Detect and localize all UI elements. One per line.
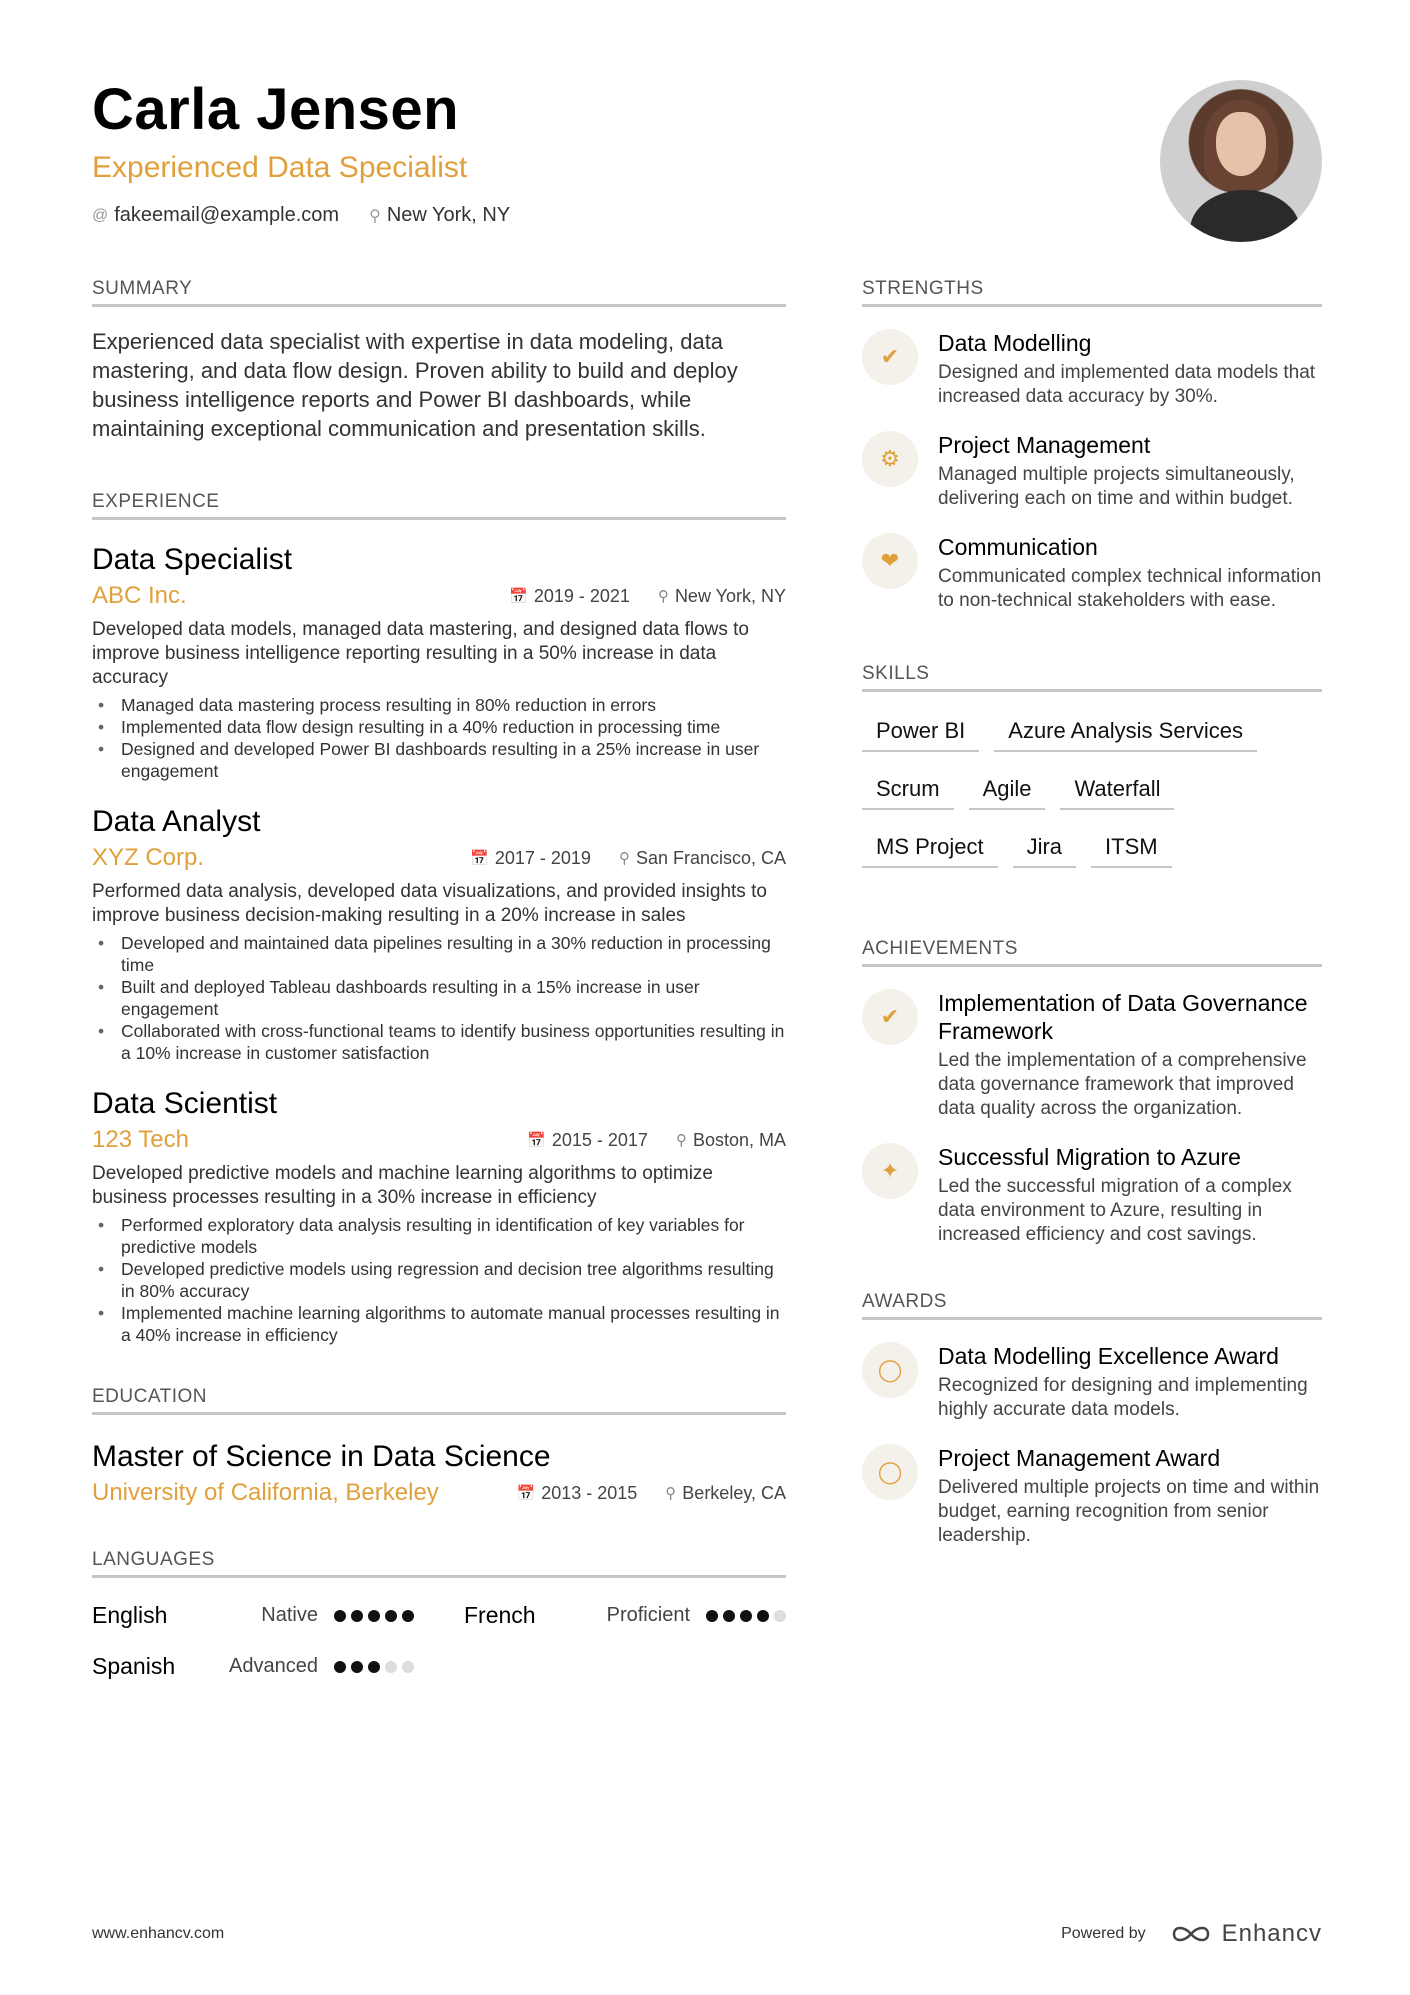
languages-heading: LANGUAGES <box>92 1549 786 1578</box>
right-column <box>862 278 1322 1548</box>
award-list <box>862 1342 1322 1548</box>
job-bullet: • Collaborated with cross-functional teams to identify business opportunities resulting in a 10% increase in customer satisfaction <box>92 1020 786 1064</box>
skill-tag: Power BI <box>862 714 979 752</box>
footer <box>92 1920 1322 1948</box>
proficiency-dot <box>402 1610 414 1622</box>
job-dates: 2017 - 2019 <box>494 847 591 868</box>
email-text: fakeemail@example.com <box>114 204 340 226</box>
language-name: French <box>464 1602 536 1628</box>
job-row <box>92 844 786 872</box>
education-meta <box>517 1483 786 1504</box>
contact-row <box>92 204 1322 227</box>
candidate-name: Carla Jensen <box>92 77 460 142</box>
awards-heading: AWARDS <box>862 1291 1322 1320</box>
proficiency-dot <box>334 1610 346 1622</box>
skill-list <box>862 714 1322 868</box>
education-row <box>92 1479 786 1507</box>
proficiency-dot <box>351 1661 363 1673</box>
left-column <box>92 278 786 1680</box>
proficiency-dot <box>757 1610 769 1622</box>
item-title: Implementation of Data Governance Framework <box>938 990 1308 1044</box>
job-meta <box>509 586 786 607</box>
calendar-icon: 📅 <box>470 850 489 867</box>
proficiency-dot <box>351 1610 363 1622</box>
education-dates: 2013 - 2015 <box>541 1482 638 1503</box>
job-meta <box>470 848 786 869</box>
job-bullet: • Performed exploratory data analysis resulting in identification of key variables for predictive models <box>92 1214 786 1258</box>
achievements-item <box>862 989 1322 1121</box>
proficiency-dot <box>385 1610 397 1622</box>
proficiency-dot <box>385 1661 397 1673</box>
job-bullets <box>92 1214 786 1346</box>
skill-tag: Azure Analysis Services <box>994 714 1257 752</box>
job-location: Boston, MA <box>692 1129 786 1150</box>
brand-name: Enhancv <box>1221 1920 1322 1947</box>
strengths-item <box>862 329 1322 409</box>
location-text: New York, NY <box>386 204 511 226</box>
job-bullet: • Built and deployed Tableau dashboards resulting in a 15% increase in user engagement <box>92 976 786 1020</box>
language-item <box>92 1602 414 1629</box>
job-bullets <box>92 932 786 1064</box>
job-row <box>92 582 786 610</box>
skill-tag: Waterfall <box>1060 772 1174 810</box>
proficiency-dot <box>402 1661 414 1673</box>
awards-item <box>862 1444 1322 1548</box>
job-dates: 2019 - 2021 <box>533 585 630 606</box>
skill-tag: Scrum <box>862 772 954 810</box>
achievements-heading: ACHIEVEMENTS <box>862 938 1322 967</box>
skill-tag: Agile <box>969 772 1046 810</box>
awards-item <box>862 1342 1322 1422</box>
job-description: Developed data models, managed data mastering, and designed data flows to improve business intelligence reporting resulting in a 50% increase in data accuracy <box>92 619 749 688</box>
job-bullet: • Designed and developed Power BI dashboards resulting in a 25% increase in user engagement <box>92 738 786 782</box>
job-list <box>92 542 786 1346</box>
proficiency-dots <box>334 1661 414 1673</box>
skill-tag: Jira <box>1013 830 1076 868</box>
job-bullet: • Developed and maintained data pipelines resulting in a 30% reduction in processing time <box>92 932 786 976</box>
candidate-title: Experienced Data Specialist <box>92 151 468 184</box>
brand-logo[interactable] <box>1168 1920 1322 1948</box>
job-location: San Francisco, CA <box>635 847 786 868</box>
check-icon: ✔ <box>862 989 918 1045</box>
item-title: Successful Migration to Azure <box>938 1144 1241 1170</box>
magic-wand-icon: ✦ <box>862 1143 918 1199</box>
education-heading: EDUCATION <box>92 1386 786 1415</box>
strengths-heading: STRENGTHS <box>862 278 1322 307</box>
email-contact[interactable] <box>92 204 339 227</box>
item-description: Designed and implemented data models that increased data accuracy by 30%. <box>938 362 1316 407</box>
calendar-icon: 📅 <box>516 1485 536 1502</box>
lightbulb-icon: ◯ <box>862 1444 918 1500</box>
summary-text: Experienced data specialist with expertise in data modeling, data mastering, and data flow design. Proven ability to build and deploy business intelligence reports and Power BI dashboards, while maintaining exceptional communication and presentation skills. <box>92 329 738 441</box>
job-location: New York, NY <box>674 585 786 606</box>
achievement-list <box>862 989 1322 1247</box>
job-title: Data Analyst <box>92 805 261 838</box>
proficiency-dot <box>334 1661 346 1673</box>
job-title: Data Specialist <box>92 543 293 576</box>
strengths-item <box>862 431 1322 511</box>
head-gear-icon: ⚙ <box>862 431 918 487</box>
language-level: Proficient <box>606 1604 690 1626</box>
powered-by-label: Powered by <box>1061 1925 1146 1942</box>
strength-list <box>862 329 1322 613</box>
job-meta <box>527 1130 786 1151</box>
proficiency-dot <box>368 1661 380 1673</box>
item-description: Communicated complex technical information to non-technical stakeholders with ease. <box>938 566 1322 611</box>
proficiency-dot <box>740 1610 752 1622</box>
achievements-item <box>862 1143 1322 1247</box>
degree-title: Master of Science in Data Science <box>92 1440 551 1473</box>
location-pin-icon: ⚲ <box>657 588 669 605</box>
footer-site-link[interactable]: www.enhancv.com <box>92 1925 225 1942</box>
check-icon: ✔ <box>862 329 918 385</box>
skills-heading: SKILLS <box>862 663 1322 692</box>
school-name: University of California, Berkeley <box>92 1479 439 1506</box>
item-title: Communication <box>938 534 1098 560</box>
experience-heading: EXPERIENCE <box>92 491 786 520</box>
calendar-icon: 📅 <box>509 588 528 605</box>
language-level: Advanced <box>229 1655 318 1677</box>
job-entry <box>92 542 786 782</box>
calendar-icon: 📅 <box>527 1132 546 1149</box>
job-dates: 2015 - 2017 <box>551 1129 648 1150</box>
summary-heading: SUMMARY <box>92 278 786 307</box>
proficiency-dot <box>706 1610 718 1622</box>
heart-icon: ❤ <box>862 533 918 589</box>
language-level: Native <box>261 1604 318 1626</box>
item-description: Led the successful migration of a complex data environment to Azure, resulting in increased efficiency and cost savings. <box>938 1176 1292 1245</box>
job-row <box>92 1126 786 1154</box>
proficiency-dot <box>723 1610 735 1622</box>
language-list <box>92 1602 786 1680</box>
item-description: Led the implementation of a comprehensive data governance framework that improved data quality across the organization. <box>938 1050 1307 1119</box>
job-description: Performed data analysis, developed data visualizations, and provided insights to improve business decision-making resulting in a 20% increase in sales <box>92 881 767 926</box>
job-bullets <box>92 694 786 782</box>
job-bullet: • Implemented machine learning algorithms to automate manual processes resulting in a 40% increase in efficiency <box>92 1302 786 1346</box>
job-title: Data Scientist <box>92 1087 278 1120</box>
skill-tag: MS Project <box>862 830 998 868</box>
location-pin-icon: ⚲ <box>369 207 381 225</box>
item-title: Data Modelling Excellence Award <box>938 1343 1279 1369</box>
strengths-item <box>862 533 1322 613</box>
language-item <box>464 1602 786 1629</box>
location-contact <box>369 204 510 227</box>
item-description: Managed multiple projects simultaneously, delivering each on time and within budget. <box>938 464 1295 509</box>
location-pin-icon: ⚲ <box>665 1485 677 1502</box>
lightbulb-icon: ◯ <box>862 1342 918 1398</box>
location-pin-icon: ⚲ <box>618 850 630 867</box>
proficiency-dots <box>334 1610 414 1622</box>
skill-tag: ITSM <box>1091 830 1172 868</box>
at-icon: @ <box>92 206 109 224</box>
job-description: Developed predictive models and machine learning algorithms to optimize business processes resulting in a 30% increase in efficiency <box>92 1163 713 1208</box>
company-name: ABC Inc. <box>92 582 187 609</box>
item-title: Data Modelling <box>938 330 1092 356</box>
location-pin-icon: ⚲ <box>675 1132 687 1149</box>
powered-by <box>1061 1920 1322 1948</box>
resume-header <box>92 78 1322 258</box>
job-entry <box>92 804 786 1064</box>
job-bullet: • Developed predictive models using regression and decision tree algorithms resulting in 80% accuracy <box>92 1258 786 1302</box>
company-name: 123 Tech <box>92 1126 189 1153</box>
company-name: XYZ Corp. <box>92 844 205 871</box>
profile-photo <box>1160 80 1322 242</box>
proficiency-dots <box>706 1610 786 1622</box>
job-bullet: • Managed data mastering process resulting in 80% reduction in errors <box>92 694 786 716</box>
proficiency-dot <box>774 1610 786 1622</box>
item-description: Recognized for designing and implementing highly accurate data models. <box>938 1375 1308 1420</box>
language-name: English <box>92 1602 168 1628</box>
language-name: Spanish <box>92 1653 176 1679</box>
language-item <box>92 1653 414 1680</box>
job-entry <box>92 1086 786 1346</box>
item-title: Project Management Award <box>938 1445 1221 1471</box>
enhancv-logo-icon <box>1168 1923 1214 1945</box>
proficiency-dot <box>368 1610 380 1622</box>
education-location: Berkeley, CA <box>682 1482 786 1503</box>
item-description: Delivered multiple projects on time and within budget, earning recognition from senior leadership. <box>938 1477 1320 1546</box>
item-title: Project Management <box>938 432 1151 458</box>
job-bullet: • Implemented data flow design resulting in a 40% reduction in processing time <box>92 716 786 738</box>
